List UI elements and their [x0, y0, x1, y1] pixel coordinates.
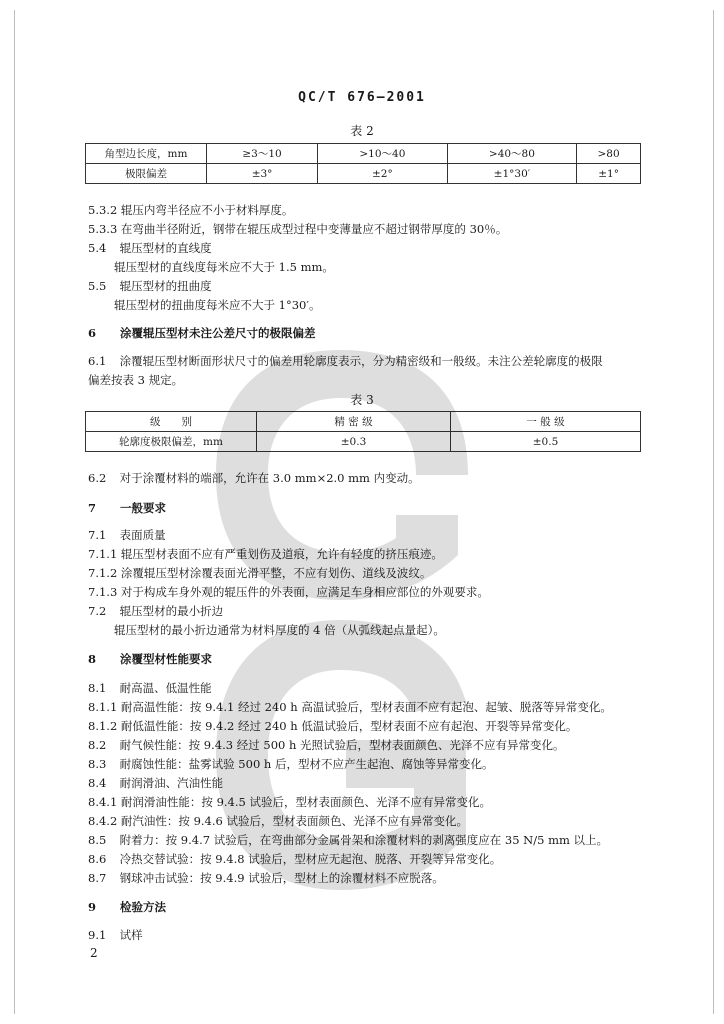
table2	[85, 143, 641, 184]
clause-5-5-body: 辊压型材的扭曲度每米应不大于 1°30′。	[114, 298, 321, 312]
table-cell: ≥3～10	[207, 144, 318, 164]
clause-6-1-cont: 偏差按表 3 规定。	[88, 373, 184, 387]
clause-5-4-body: 辊压型材的直线度每米应不大于 1.5 mm。	[114, 260, 334, 274]
table-cell: ±1°30′	[447, 164, 577, 184]
table3	[85, 411, 641, 452]
table-cell: 轮廓度极限偏差，mm	[86, 432, 257, 452]
table-cell: 精 密 级	[257, 412, 451, 432]
clause-5-4: 5.4 辊压型材的直线度	[88, 241, 212, 255]
table-row	[86, 412, 641, 432]
clause-8-4-1: 8.4.1 耐润滑油性能：按 9.4.5 试验后，型材表面颜色、光泽不应有异常变化。	[88, 795, 491, 809]
section-6-heading: 6 涂覆辊压型材未注公差尺寸的极限偏差	[88, 326, 316, 340]
table-cell: ±2°	[318, 164, 448, 184]
page-number: 2	[90, 946, 98, 960]
clause-5-3-3: 5.3.3 在弯曲半径附近，钢带在辊压成型过程中变薄量应不超过钢带厚度的 30％。	[88, 222, 508, 236]
clause-7-1-1: 7.1.1 辊压型材表面不应有严重划伤及道痕，允许有轻度的挤压痕迹。	[88, 547, 443, 561]
table-cell: ±1°	[577, 164, 641, 184]
section-8-heading: 8 涂覆型材性能要求	[88, 652, 213, 666]
clause-8-1-2: 8.1.2 耐低温性能：按 9.4.2 经过 240 h 低温试验后，型材表面不应有起泡、开裂等异常变化。	[88, 719, 578, 733]
table-row	[86, 144, 641, 164]
clause-6-1: 6.1 涂覆辊压型材断面形状尺寸的偏差用轮廓度表示，分为精密级和一般级。未注公差轮廓度的极限	[88, 354, 603, 368]
clause-7-2-body: 辊压型材的最小折边通常为材料厚度的 4 倍（从弧线起点量起）。	[114, 623, 445, 637]
table-cell: ±0.5	[451, 432, 641, 452]
standard-number: QC/T 676—2001	[298, 90, 426, 105]
clause-8-1: 8.1 耐高温、低温性能	[88, 681, 212, 695]
clause-8-5: 8.5 附着力：按 9.4.7 试验后，在弯曲部分金属骨架和涂覆材料的剥离强度应在 35 N/5 mm 以上。	[88, 833, 609, 847]
clause-7-2: 7.2 辊压型材的最小折边	[88, 604, 224, 618]
table-cell: ±0.3	[257, 432, 451, 452]
clause-6-2: 6.2 对于涂覆材料的端部，允许在 3.0 mm×2.0 mm 内变动。	[88, 471, 420, 485]
clause-7-1: 7.1 表面质量	[88, 528, 166, 542]
table-cell: 角型边长度，mm	[86, 144, 207, 164]
clause-8-4-2: 8.4.2 耐汽油性：按 9.4.6 试验后，型材表面颜色、光泽不应有异常变化。	[88, 814, 468, 828]
clause-9-1: 9.1 试样	[88, 928, 143, 942]
clause-8-2: 8.2 耐气候性能：按 9.4.3 经过 500 h 光照试验后，型材表面颜色、光泽不应有异常变化。	[88, 738, 565, 752]
clause-7-1-2: 7.1.2 涂覆辊压型材涂覆表面光滑平整，不应有划伤、道线及波纹。	[88, 566, 432, 580]
table-cell: >40～80	[447, 144, 577, 164]
table-cell: ±3°	[207, 164, 318, 184]
table-row	[86, 432, 641, 452]
section-9-heading: 9 检验方法	[88, 900, 167, 914]
table-cell: >10～40	[318, 144, 448, 164]
clause-8-7: 8.7 钢球冲击试验：按 9.4.9 试验后，型材上的涂覆材料不应脱落。	[88, 871, 444, 885]
table-row	[86, 164, 641, 184]
clause-5-3-2: 5.3.2 辊压内弯半径应不小于材料厚度。	[88, 203, 294, 217]
table-cell: 级 别	[86, 412, 257, 432]
clause-5-5: 5.5 辊压型材的扭曲度	[88, 279, 212, 293]
clause-7-1-3: 7.1.3 对于构成车身外观的辊压件的外表面，应满足车身相应部位的外观要求。	[88, 585, 489, 599]
table-cell: 一 般 级	[451, 412, 641, 432]
table2-caption: 表 2	[350, 124, 374, 138]
clause-8-1-1: 8.1.1 耐高温性能：按 9.4.1 经过 240 h 高温试验后，型材表面不应有起泡、起皱、脱落等异常变化。	[88, 700, 612, 714]
table3-caption: 表 3	[350, 393, 374, 407]
clause-8-6: 8.6 冷热交替试验：按 9.4.8 试验后，型材应无起泡、脱落、开裂等异常变化。	[88, 852, 502, 866]
section-7-heading: 7 一般要求	[88, 501, 167, 515]
clause-8-4: 8.4 耐润滑油、汽油性能	[88, 776, 224, 790]
clause-8-3: 8.3 耐腐蚀性能：盐雾试验 500 h 后，型材不应产生起泡、腐蚀等异常变化。	[88, 757, 494, 771]
table-cell: 极限偏差	[86, 164, 207, 184]
table-cell: >80	[577, 144, 641, 164]
